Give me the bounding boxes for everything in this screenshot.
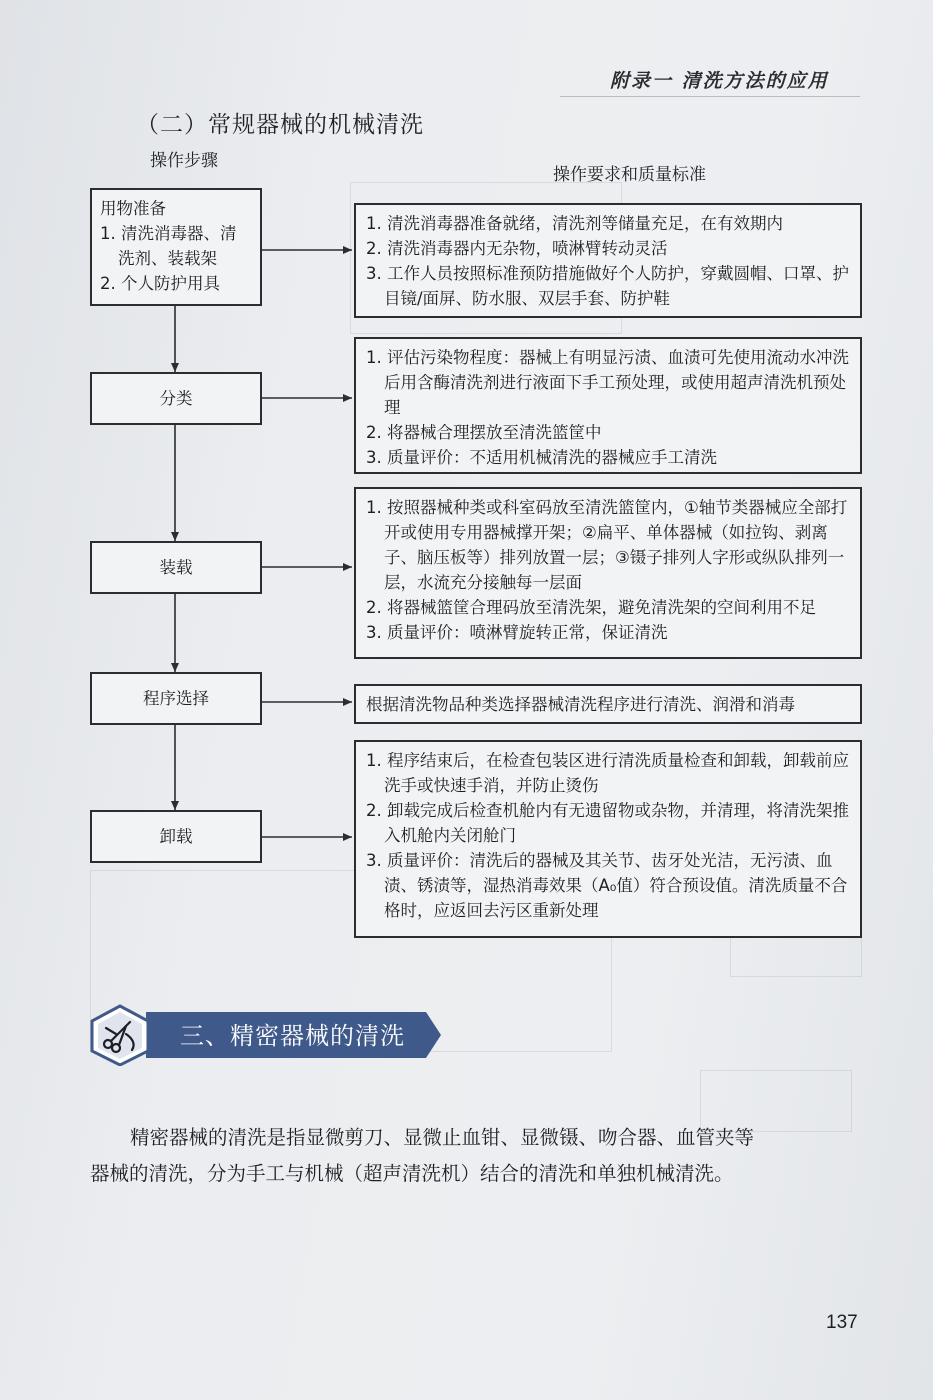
section-banner-title: 三、精密器械的清洗 <box>180 1022 405 1050</box>
section-title: （二）常规器械的机械清洗 <box>136 112 424 138</box>
requirement-item: 1. 评估污染物程度：器械上有明显污渍、血渍可先使用流动水冲洗后用含酶清洗剂进行液面下手工预处理，或使用超声清洗机预处理 <box>366 348 849 417</box>
step-label: 卸载 <box>159 827 193 846</box>
requirement-box-program-selection <box>354 684 862 724</box>
step-box-program-selection <box>90 672 262 725</box>
paragraph-line: 器械的清洗，分为手工与机械（超声清洗机）结合的清洗和单独机械清洗。 <box>90 1162 734 1185</box>
requirement-item: 3. 工作人员按照标准预防措施做好个人防护，穿戴圆帽、口罩、护目镜/面屏、防水服、双层手套、防护鞋 <box>366 264 849 308</box>
requirement-box-preparation <box>354 203 862 318</box>
requirement-item: 1. 清洗消毒器准备就绪，清洗剂等储量充足，在有效期内 <box>366 214 783 233</box>
requirement-item: 3. 质量评价：喷淋臂旋转正常，保证清洗 <box>366 623 668 642</box>
requirement-item: 2. 将器械篮筐合理码放至清洗架，避免清洗架的空间利用不足 <box>366 598 816 617</box>
step-label: 分类 <box>159 389 193 408</box>
section-paragraph <box>90 1120 870 1192</box>
requirement-item: 3. 质量评价：不适用机械清洗的器械应手工清洗 <box>366 448 717 467</box>
step-line: 用物准备 <box>100 199 166 218</box>
requirement-box-sorting <box>354 337 862 474</box>
requirement-item: 2. 卸载完成后检查机舱内有无遗留物或杂物，并清理，将清洗架推入机舱内关闭舱门 <box>366 801 849 845</box>
requirement-item: 2. 清洗消毒器内无杂物，喷淋臂转动灵活 <box>366 239 668 258</box>
step-line: 洗剂、装载架 <box>118 249 217 268</box>
running-head: 附录一 清洗方法的应用 <box>610 70 829 92</box>
column-label-steps: 操作步骤 <box>150 151 218 171</box>
requirement-box-unloading <box>354 740 862 938</box>
step-box-unloading <box>90 810 262 863</box>
step-label: 装载 <box>159 558 193 577</box>
requirement-item: 1. 程序结束后，在检查包装区进行清洗质量检查和卸载，卸载前应洗手或快速手消，并防止烫伤 <box>366 751 849 795</box>
requirement-item: 3. 质量评价：清洗后的器械及其关节、齿牙处光洁，无污渍、血渍、锈渍等，湿热消毒效果（A₀值）符合预设值。清洗质量不合格时，应返回去污区重新处理 <box>366 851 848 920</box>
paragraph-line: 精密器械的清洗是指显微剪刀、显微止血钳、显微镊、吻合器、血管夹等 <box>130 1126 755 1149</box>
step-line: 1. 清洗消毒器、清 <box>100 224 237 243</box>
requirement-item: 2. 将器械合理摆放至清洗篮筐中 <box>366 423 602 442</box>
step-line: 2. 个人防护用具 <box>100 274 220 293</box>
requirement-box-loading <box>354 487 862 659</box>
step-box-preparation <box>90 188 262 306</box>
requirement-item: 根据清洗物品种类选择器械清洗程序进行清洗、润滑和消毒 <box>366 695 795 714</box>
page-number: 137 <box>826 1312 858 1333</box>
step-box-sorting <box>90 372 262 425</box>
column-label-requirements: 操作要求和质量标准 <box>553 165 706 185</box>
requirement-item: 1. 按照器械种类或科室码放至清洗篮筐内，①轴节类器械应全部打开或使用专用器械撑开架；②扁平、单体器械（如拉钩、剥离子、脑压板等）排列放置一层；③镊子排列人字形或纵队排列一层，水流充分接触每一层面 <box>366 498 848 592</box>
step-label: 程序选择 <box>143 689 209 708</box>
step-box-loading <box>90 541 262 594</box>
